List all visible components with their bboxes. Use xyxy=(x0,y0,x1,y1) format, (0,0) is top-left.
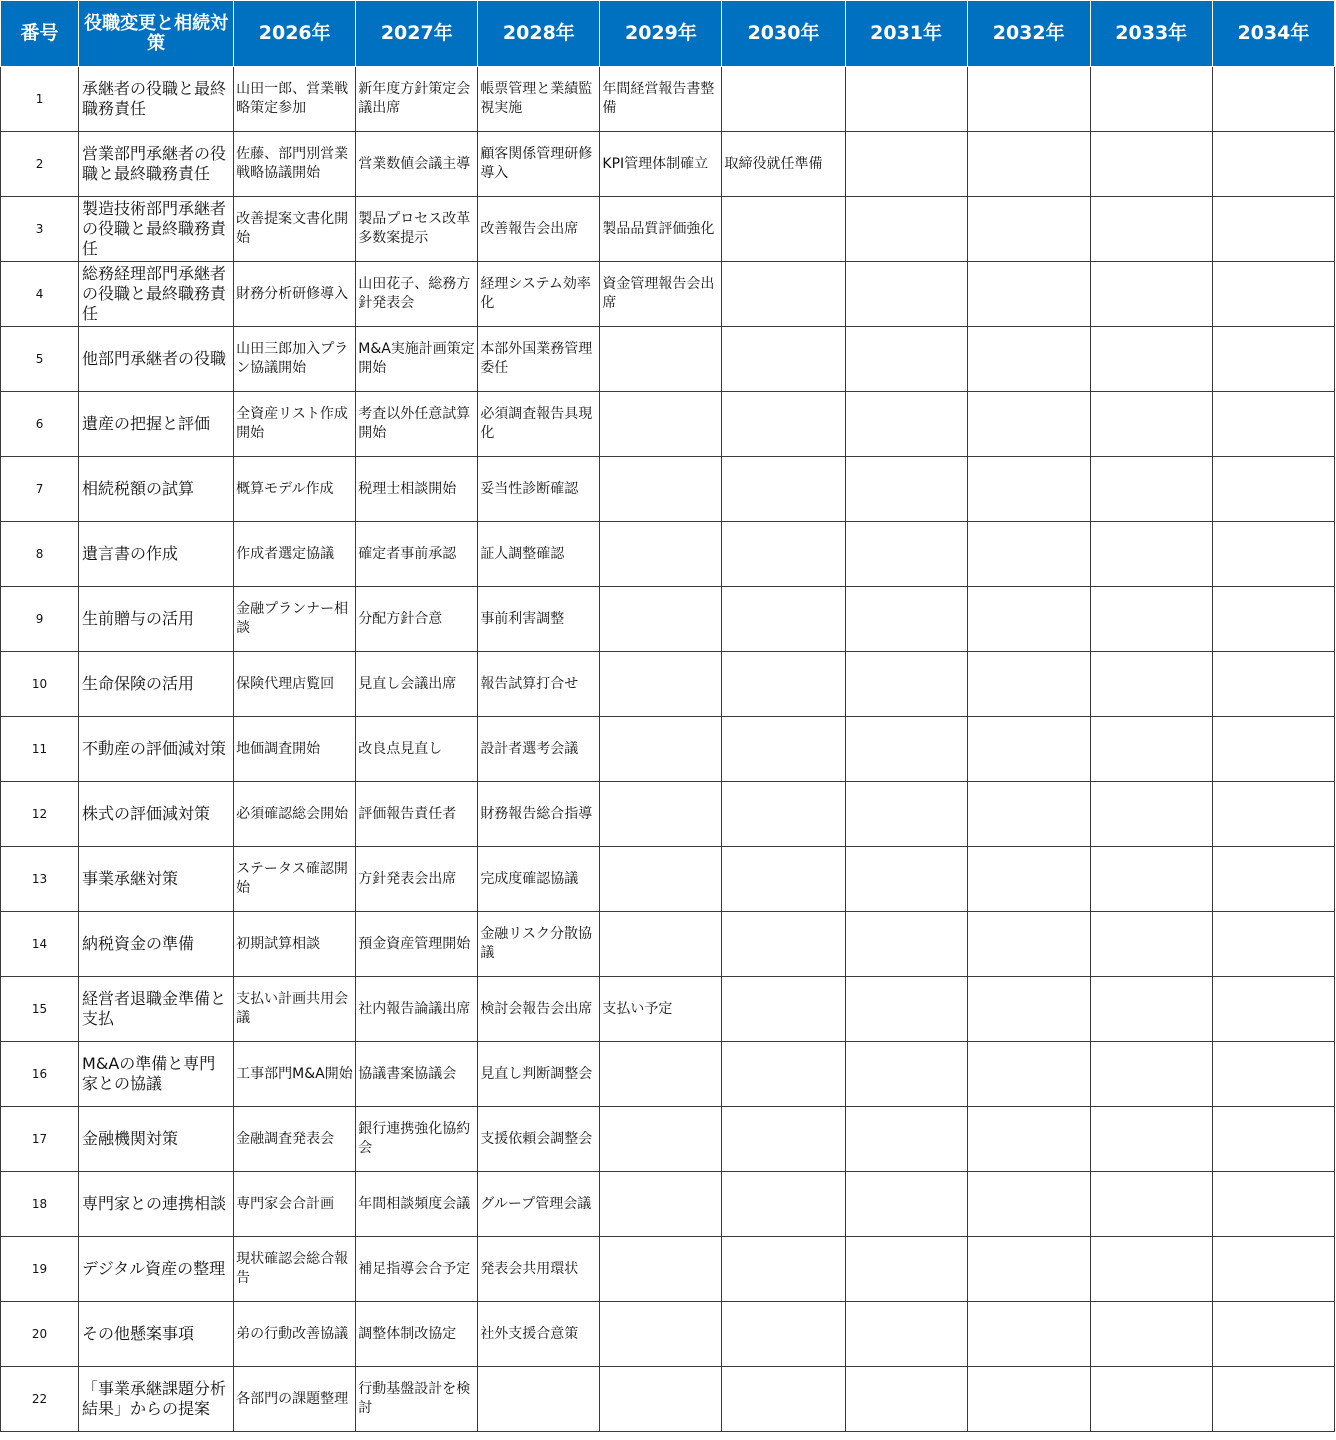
table-row xyxy=(1,1042,1335,1107)
row-number: 5 xyxy=(1,327,79,392)
year-cell: 工事部門M&A開始 xyxy=(234,1042,356,1107)
year-cell xyxy=(722,652,845,717)
year-cell: 検討会報告会出席 xyxy=(478,977,600,1042)
row-number: 17 xyxy=(1,1107,79,1172)
year-cell xyxy=(967,1302,1090,1367)
year-cell: 銀行連携強化協約会 xyxy=(356,1107,478,1172)
year-cell: 各部門の課題整理 xyxy=(234,1367,356,1432)
year-cell xyxy=(1212,587,1334,652)
year-cell xyxy=(967,327,1090,392)
year-cell: 金融調査発表会 xyxy=(234,1107,356,1172)
year-cell: 取締役就任準備 xyxy=(722,132,845,197)
row-task: 不動産の評価減対策 xyxy=(79,717,234,782)
year-cell: 帳票管理と業績監視実施 xyxy=(478,67,600,132)
year-cell xyxy=(845,327,967,392)
year-cell: 新年度方針策定会議出席 xyxy=(356,67,478,132)
year-cell xyxy=(967,132,1090,197)
row-task: 総務経理部門承継者の役職と最終職務責任 xyxy=(79,262,234,327)
table-row xyxy=(1,67,1335,132)
year-cell xyxy=(845,1172,967,1237)
row-number: 9 xyxy=(1,587,79,652)
year-cell: 分配方針合意 xyxy=(356,587,478,652)
year-cell xyxy=(1090,912,1212,977)
row-task: 他部門承継者の役職 xyxy=(79,327,234,392)
year-cell xyxy=(845,652,967,717)
row-number: 22 xyxy=(1,1367,79,1432)
year-cell xyxy=(1212,327,1334,392)
year-cell: 証人調整確認 xyxy=(478,522,600,587)
year-cell: 支払い計画共用会議 xyxy=(234,977,356,1042)
year-cell xyxy=(722,847,845,912)
year-cell xyxy=(967,1042,1090,1107)
year-cell xyxy=(1212,782,1334,847)
year-cell xyxy=(967,1107,1090,1172)
year-cell: 営業数値会議主導 xyxy=(356,132,478,197)
year-cell: 初期試算相談 xyxy=(234,912,356,977)
year-cell xyxy=(967,67,1090,132)
year-cell xyxy=(1212,197,1334,262)
table-row xyxy=(1,1302,1335,1367)
year-cell: 税理士相談開始 xyxy=(356,457,478,522)
year-cell: 金融プランナー相談 xyxy=(234,587,356,652)
year-cell xyxy=(1090,782,1212,847)
year-cell xyxy=(1212,67,1334,132)
year-cell xyxy=(967,847,1090,912)
year-cell xyxy=(845,1042,967,1107)
header-year: 2027年 xyxy=(356,1,478,67)
year-cell xyxy=(1212,912,1334,977)
year-cell xyxy=(1212,1302,1334,1367)
year-cell xyxy=(845,782,967,847)
year-cell xyxy=(1090,1107,1212,1172)
row-task: 営業部門承継者の役職と最終職務責任 xyxy=(79,132,234,197)
header-year: 2026年 xyxy=(234,1,356,67)
table-row xyxy=(1,262,1335,327)
year-cell: 資金管理報告会出席 xyxy=(600,262,722,327)
year-cell xyxy=(1212,1042,1334,1107)
year-cell xyxy=(1090,327,1212,392)
year-cell: 見直し判断調整会 xyxy=(478,1042,600,1107)
year-cell: ステータス確認開始 xyxy=(234,847,356,912)
table-row xyxy=(1,717,1335,782)
year-cell xyxy=(722,1042,845,1107)
year-cell: 山田三郎加入プラン協議開始 xyxy=(234,327,356,392)
row-task: 相続税額の試算 xyxy=(79,457,234,522)
year-cell xyxy=(1212,132,1334,197)
row-number: 6 xyxy=(1,392,79,457)
year-cell: 完成度確認協議 xyxy=(478,847,600,912)
table-row xyxy=(1,392,1335,457)
year-cell xyxy=(600,912,722,977)
row-number: 3 xyxy=(1,197,79,262)
table-row xyxy=(1,522,1335,587)
year-cell xyxy=(722,457,845,522)
year-cell xyxy=(600,522,722,587)
row-number: 8 xyxy=(1,522,79,587)
year-cell xyxy=(600,782,722,847)
row-task: 専門家との連携相談 xyxy=(79,1172,234,1237)
year-cell xyxy=(722,782,845,847)
table-row xyxy=(1,132,1335,197)
year-cell xyxy=(845,717,967,782)
year-cell xyxy=(845,1367,967,1432)
row-number: 4 xyxy=(1,262,79,327)
year-cell xyxy=(967,1172,1090,1237)
table-body xyxy=(1,67,1335,1432)
year-cell xyxy=(1090,977,1212,1042)
header-year: 2034年 xyxy=(1212,1,1334,67)
year-cell xyxy=(478,1367,600,1432)
year-cell: 製品プロセス改革多数案提示 xyxy=(356,197,478,262)
year-cell xyxy=(722,1367,845,1432)
year-cell xyxy=(600,1172,722,1237)
year-cell xyxy=(1090,1237,1212,1302)
year-cell xyxy=(1090,197,1212,262)
year-cell: 預金資産管理開始 xyxy=(356,912,478,977)
year-cell xyxy=(1212,262,1334,327)
year-cell xyxy=(600,587,722,652)
year-cell: 評価報告責任者 xyxy=(356,782,478,847)
row-number: 13 xyxy=(1,847,79,912)
year-cell xyxy=(967,262,1090,327)
year-cell xyxy=(967,977,1090,1042)
year-cell: 補足指導会合予定 xyxy=(356,1237,478,1302)
year-cell xyxy=(1090,132,1212,197)
year-cell xyxy=(967,782,1090,847)
year-cell: グループ管理会議 xyxy=(478,1172,600,1237)
table-row xyxy=(1,587,1335,652)
year-cell: 妥当性診断確認 xyxy=(478,457,600,522)
year-cell: 財務報告総合指導 xyxy=(478,782,600,847)
year-cell xyxy=(845,67,967,132)
year-cell xyxy=(600,327,722,392)
year-cell xyxy=(722,977,845,1042)
row-task: 株式の評価減対策 xyxy=(79,782,234,847)
year-cell xyxy=(967,587,1090,652)
year-cell: 佐藤、部門別営業戦略協議開始 xyxy=(234,132,356,197)
year-cell xyxy=(1090,652,1212,717)
row-number: 18 xyxy=(1,1172,79,1237)
header-row xyxy=(1,1,1335,67)
year-cell xyxy=(967,392,1090,457)
table-row xyxy=(1,847,1335,912)
row-task: 遺言書の作成 xyxy=(79,522,234,587)
year-cell: 地価調査開始 xyxy=(234,717,356,782)
year-cell: 確定者事前承認 xyxy=(356,522,478,587)
table-row xyxy=(1,912,1335,977)
year-cell xyxy=(600,1302,722,1367)
year-cell xyxy=(600,392,722,457)
year-cell: 方針発表会出席 xyxy=(356,847,478,912)
row-number: 1 xyxy=(1,67,79,132)
year-cell: KPI管理体制確立 xyxy=(600,132,722,197)
year-cell xyxy=(600,1107,722,1172)
year-cell: 保険代理店覧回 xyxy=(234,652,356,717)
year-cell xyxy=(722,197,845,262)
year-cell xyxy=(845,587,967,652)
year-cell xyxy=(1212,457,1334,522)
year-cell: 必須調査報告具現化 xyxy=(478,392,600,457)
year-cell xyxy=(1212,1172,1334,1237)
year-cell xyxy=(722,67,845,132)
year-cell xyxy=(600,717,722,782)
year-cell xyxy=(1090,847,1212,912)
year-cell xyxy=(1090,67,1212,132)
table-row xyxy=(1,782,1335,847)
row-task: M&Aの準備と専門家との協議 xyxy=(79,1042,234,1107)
row-task: デジタル資産の整理 xyxy=(79,1237,234,1302)
year-cell: 年間経営報告書整備 xyxy=(600,67,722,132)
year-cell xyxy=(1212,1107,1334,1172)
year-cell xyxy=(722,1302,845,1367)
year-cell xyxy=(845,847,967,912)
header-year: 2028年 xyxy=(478,1,600,67)
year-cell xyxy=(1212,977,1334,1042)
year-cell xyxy=(1212,1237,1334,1302)
year-cell: 経理システム効率化 xyxy=(478,262,600,327)
year-cell xyxy=(845,1237,967,1302)
year-cell xyxy=(845,1302,967,1367)
year-cell: 財務分析研修導入 xyxy=(234,262,356,327)
year-cell xyxy=(967,652,1090,717)
row-number: 20 xyxy=(1,1302,79,1367)
row-number: 10 xyxy=(1,652,79,717)
year-cell: 金融リスク分散協議 xyxy=(478,912,600,977)
row-task: 納税資金の準備 xyxy=(79,912,234,977)
year-cell xyxy=(967,1367,1090,1432)
year-cell xyxy=(722,522,845,587)
table-row xyxy=(1,652,1335,717)
year-cell xyxy=(845,262,967,327)
year-cell xyxy=(600,847,722,912)
year-cell xyxy=(600,457,722,522)
header-year: 2030年 xyxy=(722,1,845,67)
year-cell xyxy=(967,912,1090,977)
year-cell xyxy=(722,1172,845,1237)
row-task: その他懸案事項 xyxy=(79,1302,234,1367)
year-cell xyxy=(1212,847,1334,912)
year-cell xyxy=(1090,1042,1212,1107)
header-number: 番号 xyxy=(1,1,79,67)
header-task: 役職変更と相続対策 xyxy=(79,1,234,67)
year-cell: 概算モデル作成 xyxy=(234,457,356,522)
year-cell: 年間相談頻度会議 xyxy=(356,1172,478,1237)
year-cell xyxy=(722,392,845,457)
year-cell: 山田花子、総務方針発表会 xyxy=(356,262,478,327)
year-cell xyxy=(967,717,1090,782)
year-cell xyxy=(722,717,845,782)
year-cell xyxy=(845,132,967,197)
year-cell xyxy=(845,392,967,457)
year-cell xyxy=(845,197,967,262)
year-cell xyxy=(722,1237,845,1302)
year-cell: M&A実施計画策定開始 xyxy=(356,327,478,392)
header-year: 2032年 xyxy=(967,1,1090,67)
row-number: 16 xyxy=(1,1042,79,1107)
year-cell xyxy=(845,457,967,522)
year-cell: 改良点見直し xyxy=(356,717,478,782)
row-task: 生命保険の活用 xyxy=(79,652,234,717)
row-task: 承継者の役職と最終職務責任 xyxy=(79,67,234,132)
year-cell xyxy=(1090,587,1212,652)
year-cell xyxy=(1090,1302,1212,1367)
row-task: 事業承継対策 xyxy=(79,847,234,912)
table-row xyxy=(1,327,1335,392)
year-cell xyxy=(845,1107,967,1172)
row-task: 生前贈与の活用 xyxy=(79,587,234,652)
row-number: 11 xyxy=(1,717,79,782)
year-cell xyxy=(967,457,1090,522)
table-row xyxy=(1,1172,1335,1237)
year-cell: 作成者選定協議 xyxy=(234,522,356,587)
year-cell xyxy=(1090,262,1212,327)
table-row xyxy=(1,1237,1335,1302)
table-row xyxy=(1,1107,1335,1172)
row-number: 19 xyxy=(1,1237,79,1302)
table-row xyxy=(1,197,1335,262)
row-task: 「事業承継課題分析結果」からの提案 xyxy=(79,1367,234,1432)
year-cell xyxy=(722,1107,845,1172)
year-cell: 考査以外任意試算開始 xyxy=(356,392,478,457)
year-cell: 行動基盤設計を検討 xyxy=(356,1367,478,1432)
year-cell: 発表会共用環状 xyxy=(478,1237,600,1302)
header-year: 2029年 xyxy=(600,1,722,67)
year-cell xyxy=(722,262,845,327)
year-cell: 製品品質評価強化 xyxy=(600,197,722,262)
table-row xyxy=(1,977,1335,1042)
year-cell xyxy=(845,912,967,977)
row-number: 14 xyxy=(1,912,79,977)
row-number: 12 xyxy=(1,782,79,847)
row-task: 遺産の把握と評価 xyxy=(79,392,234,457)
row-number: 7 xyxy=(1,457,79,522)
year-cell: 見直し会議出席 xyxy=(356,652,478,717)
year-cell: 現状確認会総合報告 xyxy=(234,1237,356,1302)
year-cell xyxy=(600,1042,722,1107)
year-cell xyxy=(600,652,722,717)
year-cell xyxy=(600,1237,722,1302)
year-cell: 事前利害調整 xyxy=(478,587,600,652)
table-row xyxy=(1,457,1335,522)
year-cell xyxy=(967,522,1090,587)
year-cell: 社内報告論議出席 xyxy=(356,977,478,1042)
year-cell: 改善報告会出席 xyxy=(478,197,600,262)
year-cell: 必須確認総会開始 xyxy=(234,782,356,847)
year-cell: 本部外国業務管理委任 xyxy=(478,327,600,392)
year-cell xyxy=(1090,457,1212,522)
year-cell xyxy=(1090,522,1212,587)
year-cell: 社外支援合意策 xyxy=(478,1302,600,1367)
year-cell: 支援依頼会調整会 xyxy=(478,1107,600,1172)
year-cell xyxy=(1090,392,1212,457)
year-cell: 支払い予定 xyxy=(600,977,722,1042)
year-cell xyxy=(1090,1172,1212,1237)
year-cell xyxy=(967,197,1090,262)
year-cell xyxy=(1212,392,1334,457)
row-task: 製造技術部門承継者の役職と最終職務責任 xyxy=(79,197,234,262)
year-cell: 弟の行動改善協議 xyxy=(234,1302,356,1367)
year-cell: 協議書案協議会 xyxy=(356,1042,478,1107)
year-cell xyxy=(1090,717,1212,782)
year-cell xyxy=(722,912,845,977)
header-year: 2033年 xyxy=(1090,1,1212,67)
row-number: 2 xyxy=(1,132,79,197)
year-cell: 全資産リスト作成開始 xyxy=(234,392,356,457)
year-cell: 調整体制改協定 xyxy=(356,1302,478,1367)
year-cell: 顧客関係管理研修導入 xyxy=(478,132,600,197)
year-cell xyxy=(1212,1367,1334,1432)
year-cell: 設計者選考会議 xyxy=(478,717,600,782)
row-task: 金融機関対策 xyxy=(79,1107,234,1172)
year-cell xyxy=(722,327,845,392)
year-cell: 専門家会合計画 xyxy=(234,1172,356,1237)
year-cell xyxy=(1212,522,1334,587)
row-task: 経営者退職金準備と支払 xyxy=(79,977,234,1042)
year-cell xyxy=(1090,1367,1212,1432)
year-cell: 山田一郎、営業戦略策定参加 xyxy=(234,67,356,132)
year-cell xyxy=(1212,652,1334,717)
year-cell xyxy=(722,587,845,652)
row-number: 15 xyxy=(1,977,79,1042)
year-cell: 改善提案文書化開始 xyxy=(234,197,356,262)
year-cell xyxy=(845,522,967,587)
year-cell: 報告試算打合せ xyxy=(478,652,600,717)
year-cell xyxy=(600,1367,722,1432)
table-row xyxy=(1,1367,1335,1432)
year-cell xyxy=(967,1237,1090,1302)
year-cell xyxy=(845,977,967,1042)
header-year: 2031年 xyxy=(845,1,967,67)
year-cell xyxy=(1212,717,1334,782)
